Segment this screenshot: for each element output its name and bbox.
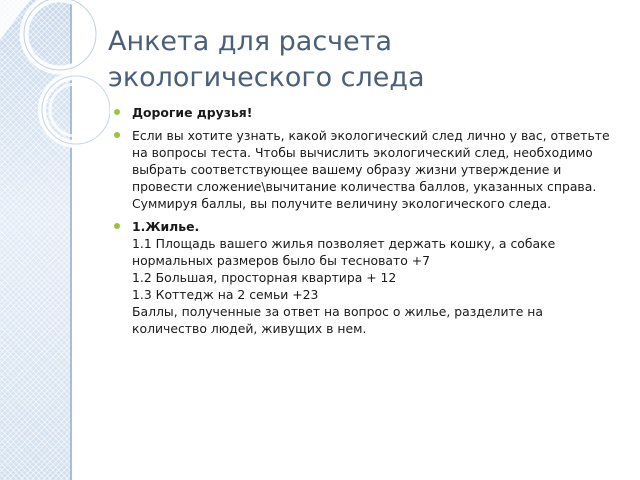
housing-option-1: 1.1 Площадь вашего жилья позволяет держать кошку, а собаке нормальных размеров было бы тесновато +7 xyxy=(132,236,556,268)
decorative-circles xyxy=(0,0,110,200)
slide-title xyxy=(108,24,608,96)
slide-content xyxy=(114,104,620,343)
slide-title-line-2: экологического следа xyxy=(108,62,425,93)
housing-option-3: 1.3 Коттедж на 2 семьи +23 xyxy=(132,287,319,302)
slide-title-line-1: Анкета для расчета xyxy=(108,26,393,57)
bullet-item xyxy=(114,127,620,212)
bullet-dot xyxy=(114,132,120,138)
bullet-item xyxy=(114,104,620,121)
housing-note: Баллы, полученные за ответ на вопрос о жилье, разделите на количество людей, живущих в нем. xyxy=(132,304,543,336)
decorative-circle-middle-outline xyxy=(42,76,110,144)
bullet-item xyxy=(114,218,620,337)
decorative-circle-inner xyxy=(50,84,102,136)
bullet-dot xyxy=(114,223,120,229)
housing-option-2: 1.2 Большая, просторная квартира + 12 xyxy=(132,270,397,285)
intro-paragraph: Если вы хотите узнать, какой экологический след лично у вас, ответьте на вопросы теста. Чтобы вычислить экологический след, необходимо выбрать соответствующее вашему образу жизни утверждение и провести сложение\вычитание количества баллов, указанных справа. Суммируя баллы, вы получите величину экологического следа. xyxy=(132,128,610,211)
bullet-dot xyxy=(114,109,120,115)
section-heading-housing: 1.Жилье. xyxy=(132,219,200,234)
greeting-text: Дорогие друзья! xyxy=(132,105,253,120)
